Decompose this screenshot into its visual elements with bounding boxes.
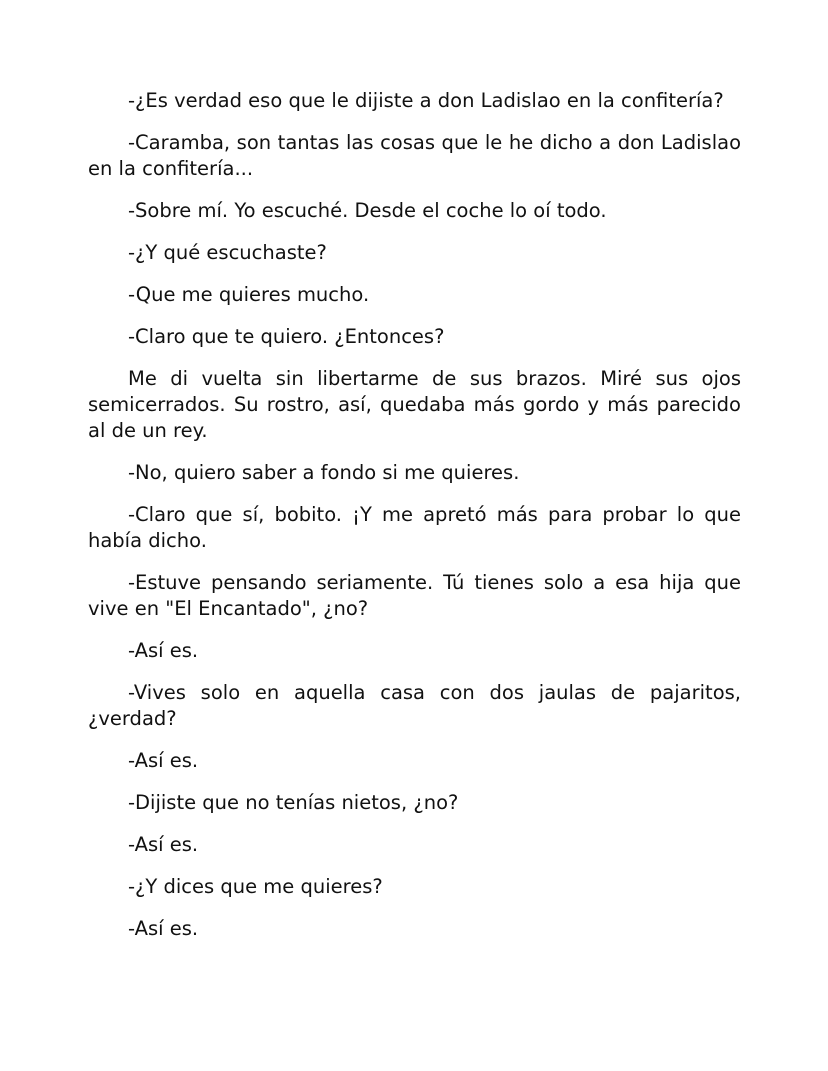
- paragraph: -Claro que sí, bobito. ¡Y me apretó más para probar lo que había dicho.: [88, 503, 741, 552]
- paragraph: -Que me quieres mucho.: [128, 283, 370, 306]
- paragraph: -Así es.: [128, 917, 199, 940]
- paragraph: -Dijiste que no tenías nietos, ¿no?: [128, 791, 459, 814]
- paragraph: -No, quiero saber a fondo si me quieres.: [128, 461, 520, 484]
- paragraph: -Así es.: [128, 833, 199, 856]
- paragraph: -Estuve pensando seriamente. Tú tienes solo a esa hija que vive en "El Encantado", ¿no?: [88, 571, 741, 620]
- paragraph: -¿Y dices que me quieres?: [128, 875, 383, 898]
- paragraph: Me di vuelta sin libertarme de sus brazos. Miré sus ojos semicerrados. Su rostro, así, quedaba más gordo y más parecido al de un rey.: [88, 367, 741, 442]
- paragraph: -Así es.: [128, 749, 199, 772]
- document-page: [88, 88, 741, 958]
- paragraph: -Sobre mí. Yo escuché. Desde el coche lo oí todo.: [128, 199, 607, 222]
- paragraph: -¿Es verdad eso que le dijiste a don Ladislao en la confitería?: [128, 89, 724, 112]
- paragraph: -Así es.: [128, 639, 199, 662]
- paragraph: -Claro que te quiero. ¿Entonces?: [128, 325, 445, 348]
- paragraph: -Vives solo en aquella casa con dos jaulas de pajaritos, ¿verdad?: [88, 681, 741, 730]
- paragraph: -¿Y qué escuchaste?: [128, 241, 327, 264]
- paragraph: -Caramba, son tantas las cosas que le he dicho a don Ladislao en la confitería...: [88, 131, 741, 180]
